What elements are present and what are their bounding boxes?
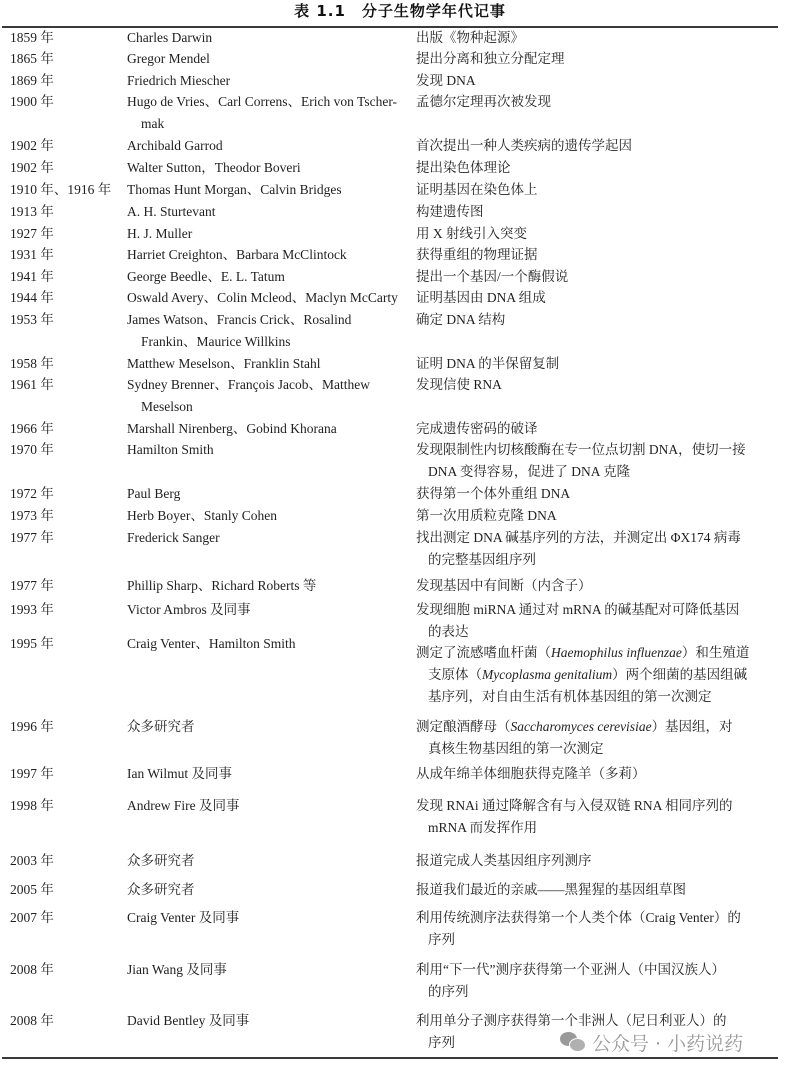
researcher-line: Thomas Hunt Morgan、Calvin Bridges xyxy=(127,182,342,197)
researcher-cell xyxy=(127,223,407,245)
researcher-cell xyxy=(127,575,407,597)
event-cell xyxy=(416,418,776,440)
event-line: 证明基因由 DNA 组成 xyxy=(416,290,546,305)
event-line: 第一次用质粒克隆 DNA xyxy=(416,508,557,523)
species-name: Saccharomyces cerevisiae xyxy=(510,719,652,734)
researcher-cell xyxy=(127,959,407,981)
event-line: 证明基因在染色体上 xyxy=(416,182,538,197)
event-cell xyxy=(416,483,776,505)
event-cell xyxy=(416,266,776,288)
event-line: 测定了流感嗜血杆菌（Haemophilus influenzae）和生殖道 xyxy=(416,645,750,660)
year-cell: 1998 年 xyxy=(10,798,54,813)
event-cell xyxy=(416,374,776,396)
event-cell xyxy=(416,70,776,92)
event-line: 找出测定 DNA 碱基序列的方法，并测定出 ΦX174 病毒 xyxy=(416,530,741,545)
researcher-line: 众多研究者 xyxy=(127,853,195,868)
researcher-line: Phillip Sharp、Richard Roberts 等 xyxy=(127,578,317,593)
researcher-line: H. J. Muller xyxy=(127,226,193,241)
researcher-cell xyxy=(127,527,407,549)
researcher-cell xyxy=(127,70,407,92)
event-line: 发现细胞 miRNA 通过对 mRNA 的碱基配对可降低基因 xyxy=(416,602,740,617)
researcher-cell xyxy=(127,1010,407,1032)
researcher-line: Sydney Brenner、François Jacob、Matthew xyxy=(127,377,370,392)
event-line: 发现限制性内切核酸酶在专一位点切割 DNA，使切一接 xyxy=(416,442,746,457)
researcher-line: Frederick Sanger xyxy=(127,530,220,545)
year-cell: 1927 年 xyxy=(10,226,54,241)
event-line: 报道我们最近的亲戚——黑猩猩的基因组草图 xyxy=(416,882,686,897)
event-line: 提出染色体理论 xyxy=(416,160,511,175)
year-cell: 1977 年 xyxy=(10,530,54,545)
event-cell xyxy=(416,309,776,331)
researcher-cell xyxy=(127,483,407,505)
event-line: 发现信使 RNA xyxy=(416,377,502,392)
researcher-line: Hugo de Vries、Carl Correns、Erich von Tscher- xyxy=(127,94,398,109)
species-name: Mycoplasma genitalium xyxy=(482,667,613,682)
researcher-cell xyxy=(127,179,407,201)
event-cell xyxy=(416,179,776,201)
researcher-cell xyxy=(127,266,407,288)
event-line: 证明 DNA 的半保留复制 xyxy=(416,356,560,371)
event-line: mRNA 而发挥作用 xyxy=(428,820,538,835)
researcher-cell xyxy=(127,505,407,527)
year-cell: 2005 年 xyxy=(10,882,54,897)
researcher-cell xyxy=(127,850,407,872)
year-cell: 1931 年 xyxy=(10,247,54,262)
table-title: 表 1.1 分子生物学年代记事 xyxy=(294,2,506,20)
researcher-cell xyxy=(127,157,407,179)
event-line: 发现基因中有间断（内含子） xyxy=(416,578,592,593)
event-line: 获得第一个体外重组 DNA xyxy=(416,486,571,501)
researcher-line: James Watson、Francis Crick、Rosalind xyxy=(127,312,352,327)
researcher-cell xyxy=(127,907,407,929)
event-cell xyxy=(416,642,776,708)
watermark-text: 公众号 · 小药说药 xyxy=(592,1032,744,1055)
event-cell xyxy=(416,439,776,483)
researcher-line: Craig Venter 及同事 xyxy=(127,910,240,925)
year-cell: 1973 年 xyxy=(10,508,54,523)
event-line: 确定 DNA 结构 xyxy=(416,312,506,327)
year-cell: 1953 年 xyxy=(10,312,54,327)
year-cell: 1977 年 xyxy=(10,578,54,593)
event-line: 序列 xyxy=(428,1035,455,1050)
event-cell xyxy=(416,907,776,951)
researcher-cell xyxy=(127,763,407,785)
researcher-line: Harriet Creighton、Barbara McClintock xyxy=(127,247,347,262)
event-line: 基序列，对自由生活有机体基因组的第一次测定 xyxy=(428,689,712,704)
year-cell: 1944 年 xyxy=(10,290,54,305)
researcher-line: Walter Sutton，Theodor Boveri xyxy=(127,160,301,175)
event-cell xyxy=(416,599,776,643)
event-line: DNA 变得容易，促进了 DNA 克隆 xyxy=(428,464,631,479)
event-line: 利用单分子测序获得第一个非洲人（尼日利亚人）的 xyxy=(416,1013,727,1028)
event-cell xyxy=(416,527,776,571)
researcher-cell xyxy=(127,201,407,223)
researcher-cell xyxy=(127,244,407,266)
year-cell: 1902 年 xyxy=(10,160,54,175)
year-cell: 1993 年 xyxy=(10,602,54,617)
event-cell xyxy=(416,27,776,49)
researcher-line: Craig Venter、Hamilton Smith xyxy=(127,636,296,651)
year-cell: 2008 年 xyxy=(10,1013,54,1028)
event-line: 出版《物种起源》 xyxy=(416,30,524,45)
event-cell xyxy=(416,795,776,839)
event-line: 发现 RNAi 通过降解含有与入侵双链 RNA 相同序列的 xyxy=(416,798,733,813)
year-cell: 2008 年 xyxy=(10,962,54,977)
year-cell: 1865 年 xyxy=(10,51,54,66)
year-cell: 1997 年 xyxy=(10,766,54,781)
event-line: 利用“下一代”测序获得第一个亚洲人（中国汉族人） xyxy=(416,962,725,977)
event-cell xyxy=(416,157,776,179)
species-name: Haemophilus influenzae xyxy=(551,645,682,660)
event-cell xyxy=(416,850,776,872)
event-line: 孟德尔定理再次被发现 xyxy=(416,94,551,109)
researcher-line: Matthew Meselson、Franklin Stahl xyxy=(127,356,321,371)
year-cell: 1910 年、1916 年 xyxy=(10,182,112,197)
researcher-line: Frankin、Maurice Willkins xyxy=(141,334,291,349)
event-line: 报道完成人类基因组序列测序 xyxy=(416,853,592,868)
researcher-cell xyxy=(127,309,407,353)
researcher-cell xyxy=(127,716,407,738)
researcher-line: Marshall Nirenberg、Gobind Khorana xyxy=(127,421,337,436)
researcher-line: Gregor Mendel xyxy=(127,51,210,66)
researcher-cell xyxy=(127,439,407,461)
researcher-line: George Beedle、E. L. Tatum xyxy=(127,269,285,284)
year-cell: 1966 年 xyxy=(10,421,54,436)
year-cell: 1961 年 xyxy=(10,377,54,392)
event-cell xyxy=(416,879,776,901)
year-cell: 1970 年 xyxy=(10,442,54,457)
researcher-line: Ian Wilmut 及同事 xyxy=(127,766,232,781)
researcher-cell xyxy=(127,374,407,418)
year-cell: 2003 年 xyxy=(10,853,54,868)
event-cell xyxy=(416,575,776,597)
event-cell xyxy=(416,287,776,309)
event-cell xyxy=(416,48,776,70)
event-line: 利用传统测序法获得第一个人类个体（Craig Venter）的 xyxy=(416,910,741,925)
wechat-icon xyxy=(560,1031,586,1053)
year-cell: 1913 年 xyxy=(10,204,54,219)
year-cell: 1958 年 xyxy=(10,356,54,371)
researcher-cell xyxy=(127,879,407,901)
researcher-line: mak xyxy=(141,116,165,131)
year-cell: 1972 年 xyxy=(10,486,54,501)
researcher-cell xyxy=(127,418,407,440)
event-line: 获得重组的物理证据 xyxy=(416,247,538,262)
researcher-line: Herb Boyer、Stanly Cohen xyxy=(127,508,277,523)
researcher-cell xyxy=(127,287,407,309)
event-line: 支原体（Mycoplasma genitalium）两个细菌的基因组碱 xyxy=(428,667,748,682)
researcher-cell xyxy=(127,135,407,157)
event-line: 用 X 射线引入突变 xyxy=(416,226,527,241)
event-cell xyxy=(416,959,776,1003)
event-cell xyxy=(416,505,776,527)
watermark xyxy=(560,1028,743,1056)
event-cell xyxy=(416,716,776,760)
researcher-cell xyxy=(127,27,407,49)
researcher-cell xyxy=(127,599,407,621)
event-line: 构建遗传图 xyxy=(416,204,484,219)
researcher-cell xyxy=(127,91,407,135)
bottom-rule xyxy=(2,1057,778,1059)
event-line: 的完整基因组序列 xyxy=(428,552,536,567)
researcher-line: David Bentley 及同事 xyxy=(127,1013,250,1028)
event-cell xyxy=(416,91,776,113)
event-line: 测定酿酒酵母（Saccharomyces cerevisiae）基因组，对 xyxy=(416,719,733,734)
researcher-line: A. H. Sturtevant xyxy=(127,204,216,219)
event-line: 的表达 xyxy=(428,624,469,639)
year-cell: 1996 年 xyxy=(10,719,54,734)
year-cell: 1941 年 xyxy=(10,269,54,284)
event-line: 提出分离和独立分配定理 xyxy=(416,51,565,66)
event-line: 序列 xyxy=(428,932,455,947)
year-cell: 1859 年 xyxy=(10,30,54,45)
researcher-cell xyxy=(127,633,407,655)
event-cell xyxy=(416,244,776,266)
event-line: 首次提出一种人类疾病的遗传学起因 xyxy=(416,138,632,153)
year-cell: 2007 年 xyxy=(10,910,54,925)
researcher-line: Friedrich Miescher xyxy=(127,73,231,88)
researcher-line: Jian Wang 及同事 xyxy=(127,962,227,977)
researcher-line: Meselson xyxy=(141,399,193,414)
event-cell xyxy=(416,201,776,223)
event-cell xyxy=(416,223,776,245)
year-cell: 1900 年 xyxy=(10,94,54,109)
year-cell: 1902 年 xyxy=(10,138,54,153)
year-cell: 1869 年 xyxy=(10,73,54,88)
event-cell xyxy=(416,135,776,157)
event-line: 真核生物基因组的第一次测定 xyxy=(428,741,604,756)
researcher-cell xyxy=(127,48,407,70)
event-line: 提出一个基因/一个酶假说 xyxy=(416,269,569,284)
researcher-line: Charles Darwin xyxy=(127,30,213,45)
event-line: 发现 DNA xyxy=(416,73,476,88)
researcher-line: Andrew Fire 及同事 xyxy=(127,798,240,813)
researcher-cell xyxy=(127,353,407,375)
researcher-line: Victor Ambros 及同事 xyxy=(127,602,251,617)
researcher-cell xyxy=(127,795,407,817)
event-cell xyxy=(416,353,776,375)
researcher-line: Oswald Avery、Colin Mcleod、Maclyn McCarty xyxy=(127,290,398,305)
event-line: 完成遗传密码的破译 xyxy=(416,421,538,436)
researcher-line: 众多研究者 xyxy=(127,882,195,897)
event-line: 的序列 xyxy=(428,984,469,999)
event-line: 从成年绵羊体细胞获得克隆羊（多莉） xyxy=(416,766,646,781)
researcher-line: 众多研究者 xyxy=(127,719,195,734)
year-cell: 1995 年 xyxy=(10,636,54,651)
event-cell xyxy=(416,763,776,785)
researcher-line: Hamilton Smith xyxy=(127,442,214,457)
researcher-line: Archibald Garrod xyxy=(127,138,223,153)
researcher-line: Paul Berg xyxy=(127,486,181,501)
